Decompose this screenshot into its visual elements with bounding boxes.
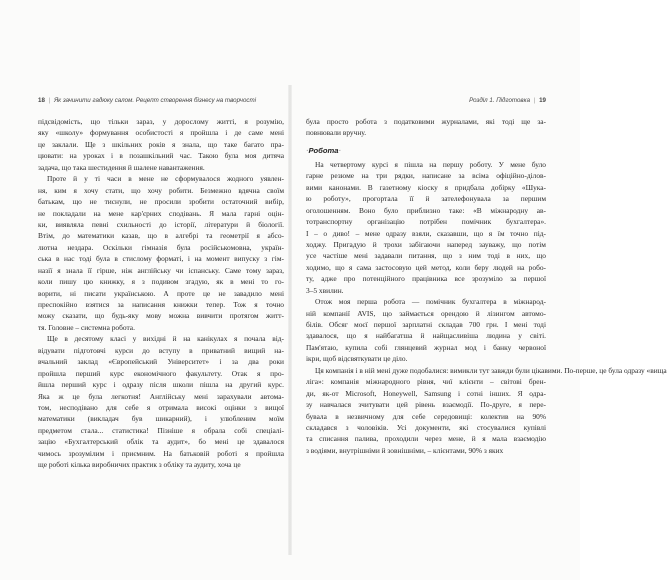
text-line: вими канонами. В газетному кіоску я придбала добірку «Шука- — [306, 182, 546, 192]
text-line: зацію «Бухгалтерський облік та аудит», бо мені це здавалося — [38, 437, 284, 447]
text-line: це заклали. Ще з шкільних років я знала, що таке багато пра- — [38, 139, 284, 149]
text-line: оголошенням. Воно було приблизно таке: «В міжнародну ав- — [306, 205, 546, 215]
text-line: ікри, щоб відсвяткувати це діло. — [306, 354, 408, 364]
text-line: Яка ж це була легкотня! Англійську мені зарахували автома- — [38, 391, 284, 401]
text-line: Отож моя перша робота — помічник бухгалтера в міжнарод- — [315, 297, 546, 307]
text-line: відувати підготовчі курси до вступу в приватний вищий на- — [38, 345, 284, 355]
text-line: ще роботі кілька виробничих практик з обліку та аудиту, хоча це — [38, 460, 241, 470]
text-line: можу сказати, що будь-яку мову можна вивчити протягом житт- — [38, 311, 284, 321]
text-line: ходжу. Пригадую й трохи забігаючи наперед зауважу, що потім — [306, 239, 546, 249]
text-line: усе частіше мені задавали питання, що з ним тоді в них, що — [306, 251, 546, 261]
text-line: батькам, що не тиснули, не просили зробити остаточний вибір, — [38, 197, 284, 207]
page-number-left: 18 — [38, 97, 45, 104]
page-gutter — [288, 85, 292, 555]
text-line: ту, адже про потенційного працівника все зрозуміло за першої — [306, 274, 546, 284]
text-line: математики (викладач був шикарний), і улюбленим моїм — [38, 414, 284, 424]
right-page-body — [306, 116, 667, 456]
header-separator: | — [533, 97, 536, 104]
header-separator: | — [48, 97, 51, 104]
text-line: яку «школу» формування особистості я пройшла і де саме мені — [38, 128, 284, 138]
text-line: чимось зрозумілим і приємним. На батьковій роботі я пройшла — [38, 448, 284, 458]
section-running-head: Розділ 1. Підготовка — [469, 97, 531, 104]
text-line: не покладали на мене кар'єрних сподівань. Я мала гарні оцін- — [38, 208, 284, 218]
text-line: бувала в незвичному для себе середовищі: колектив на 90% — [306, 411, 546, 421]
text-line: том, несподівано для себе я отримала високі оцінки з вищої — [38, 402, 284, 412]
text-line: назії я знала її гірше, ніж англійську чи іспанську. Саме тому зараз, — [38, 265, 284, 275]
intro-paragraph — [306, 116, 546, 139]
right-page — [306, 96, 667, 456]
text-line: повнювали вручну. — [306, 128, 367, 138]
text-line: ній компанії AVIS, що займається орендою й лізингом автомо- — [306, 308, 546, 318]
text-line: І – о диво! – мене одразу взяли, сказавши, що я їм точно під- — [306, 228, 546, 238]
left-page-header — [38, 96, 284, 106]
text-line: була просто робота з податковими журналами, які тоді ще за- — [306, 117, 546, 126]
text-line: ди, як-от Microsoft, Honeywell, Samsung і сотні інших. Я одра- — [306, 388, 546, 398]
text-line: задача, що така шестидення й шалене навантаження. — [38, 162, 205, 172]
text-line: преспокійно взятися за написання книжки тепер. Тож я точно — [38, 300, 284, 309]
heading-marker: · — [338, 145, 341, 155]
text-line: тотранспортну організацію потрібен помічник бухгалтера». — [306, 217, 546, 227]
left-page-body — [38, 116, 284, 471]
text-line: Пам'ятаю, купила собі глянцевий журнал мод і банку червоної — [306, 342, 546, 352]
page-number-right: 19 — [539, 97, 546, 104]
text-line: здавалося, що я найбагатша й найщасливіша людина у світі. — [306, 331, 546, 341]
text-line: ська в нас тоді була в стислому форматі, і на момент випуску з гім- — [38, 254, 284, 264]
text-line: білів. Обсяг моєї першої зарплатні складав 700 грн. І мені тоді — [306, 320, 546, 329]
text-line: ходимо, що я сама застосовую цей метод, коли беру людей на робо- — [306, 262, 546, 272]
text-line: йшла перший курс і одразу після школи пішла на другий курс. — [38, 380, 284, 390]
text-line: з водіями, внутрішніми й зовнішніми, – клієнтами, 90% з яких — [306, 445, 504, 455]
text-line: ня, ким я хочу стати, що хочу робити. Безмежно вдячна своїм — [38, 185, 284, 195]
text-line: Проте й у ті часи в мене не сформувалося жодного уявлен- — [47, 174, 284, 184]
right-page-header — [306, 96, 546, 106]
text-line: цювати: на уроках і в позашкільний час. Такою була моя дитяча — [38, 151, 284, 161]
text-line: лютна нездара. Оскільки гімназія була російськомовна, україн- — [38, 242, 284, 252]
text-line: На четвертому курсі я пішла на першу роботу. У мене було — [315, 159, 546, 169]
text-line: Ця компанія і в ній мені дуже подобалися: вимикли тут завжди були цікавими. По-перше, це була одразу «вища — [315, 365, 667, 375]
left-page — [38, 96, 284, 471]
text-line: пройшла перший курс економічного факультету. Отак я про- — [38, 368, 284, 378]
text-line: зу навчалася зчитувати цей рівень взаємодії. По-друге, я пере- — [306, 400, 546, 410]
text-line: гарне резюме на три рядки, написане за всіма офіційно-ділов- — [306, 171, 546, 181]
section-body — [306, 159, 667, 456]
text-line: складався з чоловіків. Усі документи, які стосувалися купівлі — [306, 422, 546, 432]
text-line: тя. Головне – системна робота. — [38, 322, 135, 332]
text-line: предметом стала... статистика! Пізніше я обрала собі спеціалі- — [38, 425, 284, 435]
text-line: ки, виявляла певні схильності до історії, літератури й біології. — [38, 219, 284, 229]
heading-marker: · — [306, 145, 309, 155]
text-line: 3–5 хвилин. — [306, 285, 344, 295]
text-line: ворити, ні писати українською. А проте це не завадило мені — [38, 288, 284, 298]
text-line: підсвідомість, що тільки зараз, у дорослому житті, я розумію, — [38, 117, 284, 126]
text-line: Ще в десятому класі у вихідні й на канікулах я почала від- — [47, 334, 284, 344]
text-line: Втім, до математики казав, що в алгебрі та геометрії я абсо- — [38, 231, 284, 241]
section-heading — [306, 143, 546, 159]
text-line: та списання палива, проходили через мене, й я мала взаємодію — [306, 434, 546, 444]
text-line: коли пишу цю книжку, я з подивом згадую, як в мені то го- — [38, 277, 284, 287]
book-title-running-head: Як зачинити гадюку салом. Рецепт створення бізнесу на творчості — [53, 97, 257, 104]
text-line: вчальний заклад «Європейський Університет» і за два роки — [38, 357, 284, 367]
text-line: ліга»: компанія міжнародного рівня, чиї клієнти – світові брен- — [306, 377, 546, 387]
section-heading-text: Робота — [308, 145, 339, 155]
text-line: ю роботу», прогортала її й зателефонувала за першим — [306, 194, 546, 204]
